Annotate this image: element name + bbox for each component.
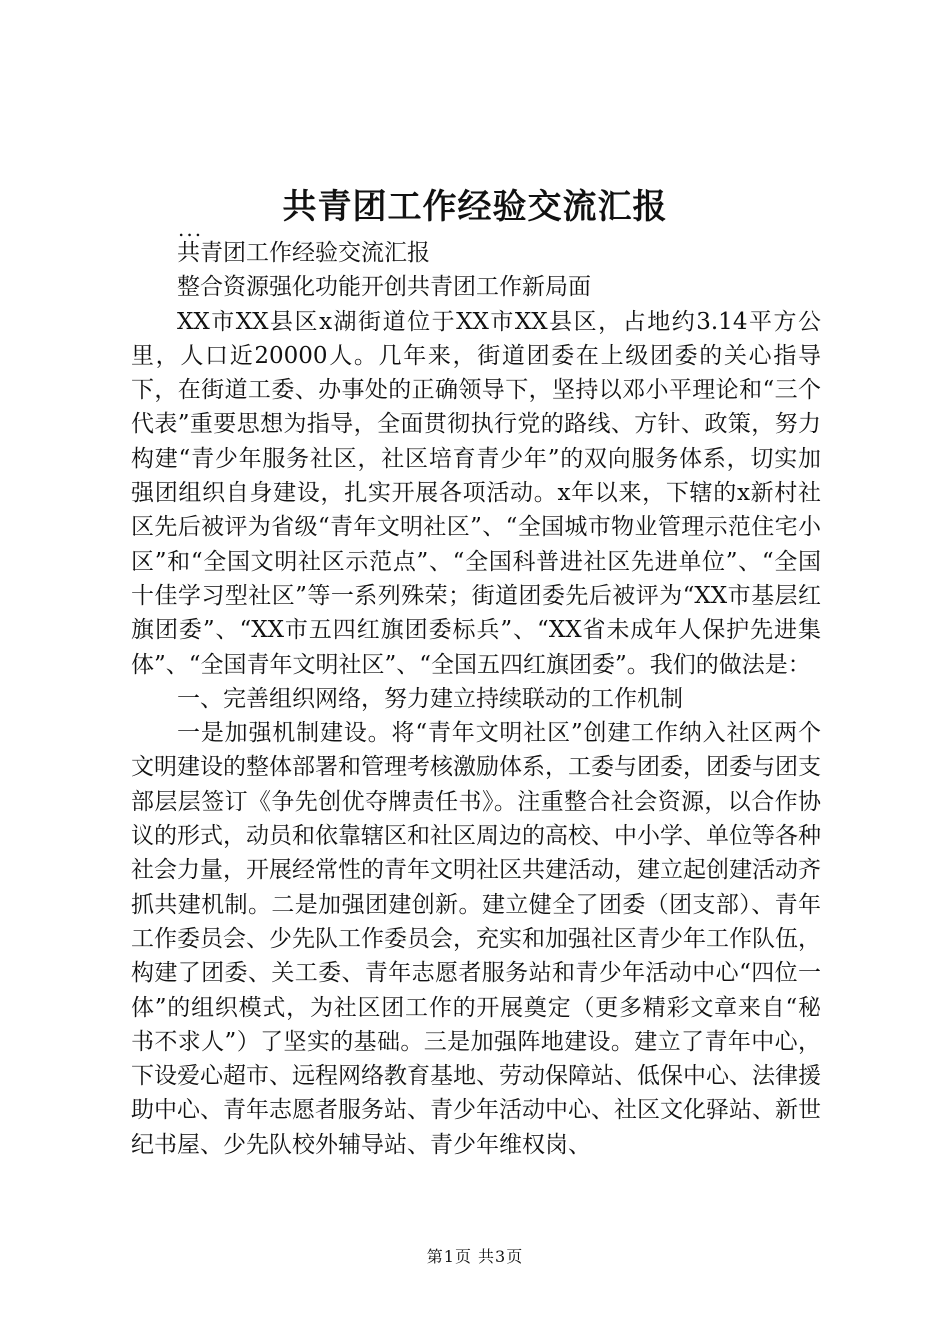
document-title: 共青团工作经验交流汇报	[282, 187, 668, 227]
paragraph-section-heading-1: 一、完善组织网络，努力建立持续联动的工作机制	[177, 685, 683, 712]
document-body	[131, 236, 821, 1162]
paragraph-intro: XX市XX县区x湖街道位于XX市XX县区，占地约3.14平方公里，人口近20000人。几年来，街道团委在上级团委的关心指导下，在街道工委、办事处的正确领导下，坚持以邓小平理论和“三个代表”重要思想为指导，全面贯彻执行党的路线、方针、政策，努力构建“青少年服务社区，社区培育青少年”的双向服务体系，切实加强团组织自身建设，扎实开展各项活动。x年以来，下辖的x新村社区先后被评为省级“青年文明社区”、“全国城市物业管理示范住宅小区”和“全国文明社区示范点”、“全国科普进社区先进单位”、“全国十佳学习型社区”等一系列殊荣；街道团委先后被评为“XX市基层红旗团委”、“XX市五四红旗团委标兵”、“XX省未成年人保护先进集体”、“全国青年文明社区”、“全国五四红旗团委”。我们的做法是：	[131, 308, 821, 678]
page-footer: 第1页 共3页	[426, 1247, 524, 1266]
paragraph-section-1-body: 一是加强机制建设。将“青年文明社区”创建工作纳入社区两个文明建设的整体部署和管理考核激励体系，工委与团委，团委与团支部层层签订《争先创优夺牌责任书》。注重整合社会资源，以合作协议的形式，动员和依靠辖区和社区周边的高校、中小学、单位等各种社会力量，开展经常性的青年文明社区共建活动，建立起创建活动齐抓共建机制。二是加强团建创新。建立健全了团委（团支部）、青年工作委员会、少先队工作委员会，充实和加强社区青少年工作队伍，构建了团委、关工委、青年志愿者服务站和青少年活动中心“四位一体”的组织模式，为社区团工作的开展奠定（更多精彩文章来自“秘书不求人”）了坚实的基础。三是加强阵地建设。建立了青年中心，下设爱心超市、远程网络教育基地、劳动保障站、低保中心、法律援助中心、青年志愿者服务站、青少年活动中心、社区文化驿站、新世纪书屋、少先队校外辅导站、青少年维权岗、	[131, 720, 821, 1158]
paragraph-subtitle: 整合资源强化功能开创共青团工作新局面	[177, 274, 591, 301]
paragraph-repeat-title: 共青团工作经验交流汇报	[177, 240, 430, 266]
ellipsis-mark: ...	[178, 217, 204, 241]
